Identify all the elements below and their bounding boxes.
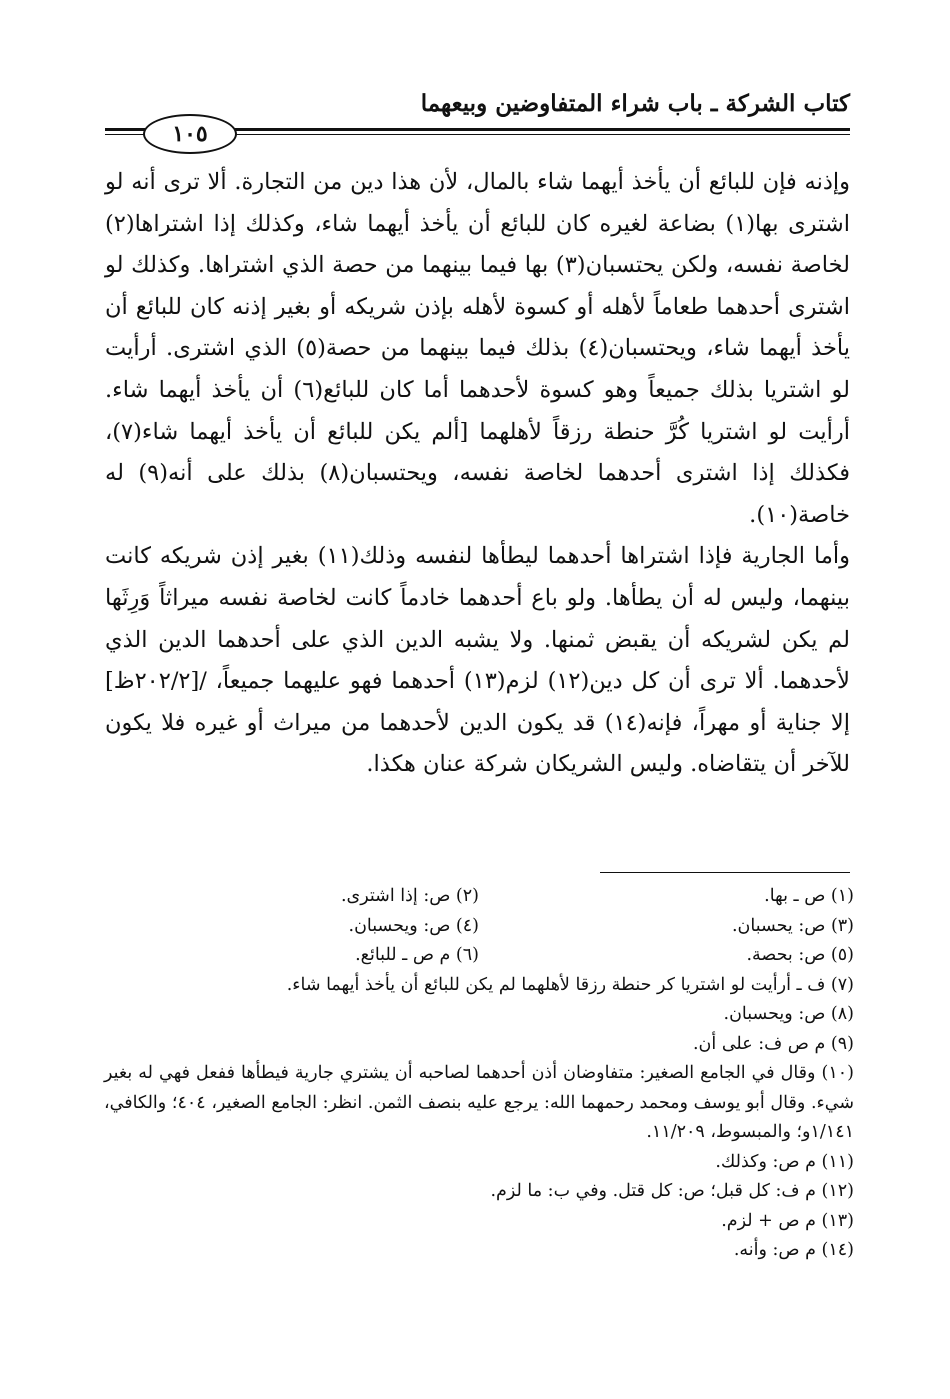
page-number: ١٠٥ <box>143 114 237 154</box>
footnote-10: (١٠) وقال في الجامع الصغير: متفاوضان أذن أحدهما لصاحبه أن يشتري جارية فيطأها ففعل فهي له بغير شيء. وقال أبو يوسف ومحمد رحمهما الله: يرجع عليه بنصف الثمن. انظر: الجامع الصغير، ٤٠٤؛ والكافي، ١/١٤١و؛ والمبسوط، ١١/٢٠٩. <box>104 1063 855 1142</box>
footnote-13: (١٣) م ص + لزم. <box>721 1210 854 1231</box>
footnote-7: (٧) ف ـ أرأيت لو اشتريا كر حنطة رزقا لأهلهما لم يكن للبائع أن يأخذ أيهما شاء. <box>286 974 854 995</box>
footnote-12: (١٢) م ف: كل قبل؛ ص: كل قتل. وفي ب: ما لزم. <box>490 1181 854 1201</box>
footnotes <box>104 882 854 1266</box>
footnote-1: (١) ص ـ بها. <box>764 886 854 906</box>
footnote-separator <box>600 872 850 873</box>
running-title: كتاب الشركة ـ باب شراء المتفاوضين وبيعهما <box>420 90 850 117</box>
footnote-row <box>104 941 854 971</box>
footnote-9: (٩) م ص ف: على أن. <box>692 1033 854 1054</box>
footnote-6: (٦) م ص ـ للبائع. <box>355 945 479 965</box>
main-text <box>105 162 850 786</box>
footnote-3: (٣) ص: يحسبان. <box>731 915 854 936</box>
footnote-11: (١١) م ص: وكذلك. <box>715 1151 854 1172</box>
footnote-4: (٤) ص: ويحسبان. <box>348 915 479 936</box>
footnote-8: (٨) ص: ويحسبان. <box>723 1004 854 1024</box>
footnote-row <box>104 882 854 912</box>
paragraph-1: وإذنه فإن للبائع أن يأخذ أيهما شاء بالمال، لأن هذا دين من التجارة. ألا ترى أنه لو اشترى بها(١) بضاعة لغيره كان للبائع أن يأخذ أيهما شاء، وكذلك إذا اشتراها(٢) لخاصة نفسه، ولكن يحتسبان(٣) بها فيما بينهما من حصة الذي اشتراها. وكذلك لو اشترى أحدهما طعاماً لأهله أو كسوة لأهله بإذن شريكه أو بغير إذنه كان للبائع أن يأخذ أيهما شاء، ويحتسبان(٤) بذلك فيما بينهما من حصة(٥) الذي اشترى. أرأيت لو اشتريا بذلك جميعاً وهو كسوة لأحدهما أما كان للبائع(٦) أن يأخذ أيهما شاء. أرأيت لو اشتريا كُرَّ حنطة رزقاً لأهلهما [ألم يكن للبائع أن يأخذ أيهما شاء(٧)، فكذلك إذا اشترى أحدهما لخاصة نفسه، ويحتسبان(٨) بذلك على أنه(٩) له خاصة(١٠). <box>105 169 851 528</box>
footnote-5: (٥) ص: بحصة. <box>746 945 854 965</box>
footnote-row <box>104 912 854 942</box>
footnote-14: (١٤) م ص: وأنه. <box>733 1240 854 1260</box>
page-header <box>105 90 850 150</box>
paragraph-2: وأما الجارية فإذا اشتراها أحدهما ليطأها لنفسه وذلك(١١) بغير إذن شريكه كانت بينهما، وليس له أن يطأها. ولو باع أحدهما خادماً كانت لخاصة نفسه ميراثاً وَرِثَها لم يكن لشريكه أن يقبض ثمنها. ولا يشبه الدين الذي على أحدهما الدين الذي لأحدهما. ألا ترى أن كل دين(١٢) لزم(١٣) أحدهما فهو عليهما جميعاً، /[٢٠٢/٢ظ] إلا جناية أو مهراً، فإنه(١٤) قد يكون الدين لأحدهما من ميراث أو غيره فلا يكون للآخر أن يتقاضاه. وليس الشريكان شركة عنان هكذا. <box>105 543 851 778</box>
footnote-2: (٢) ص: إذا اشترى. <box>340 886 479 906</box>
